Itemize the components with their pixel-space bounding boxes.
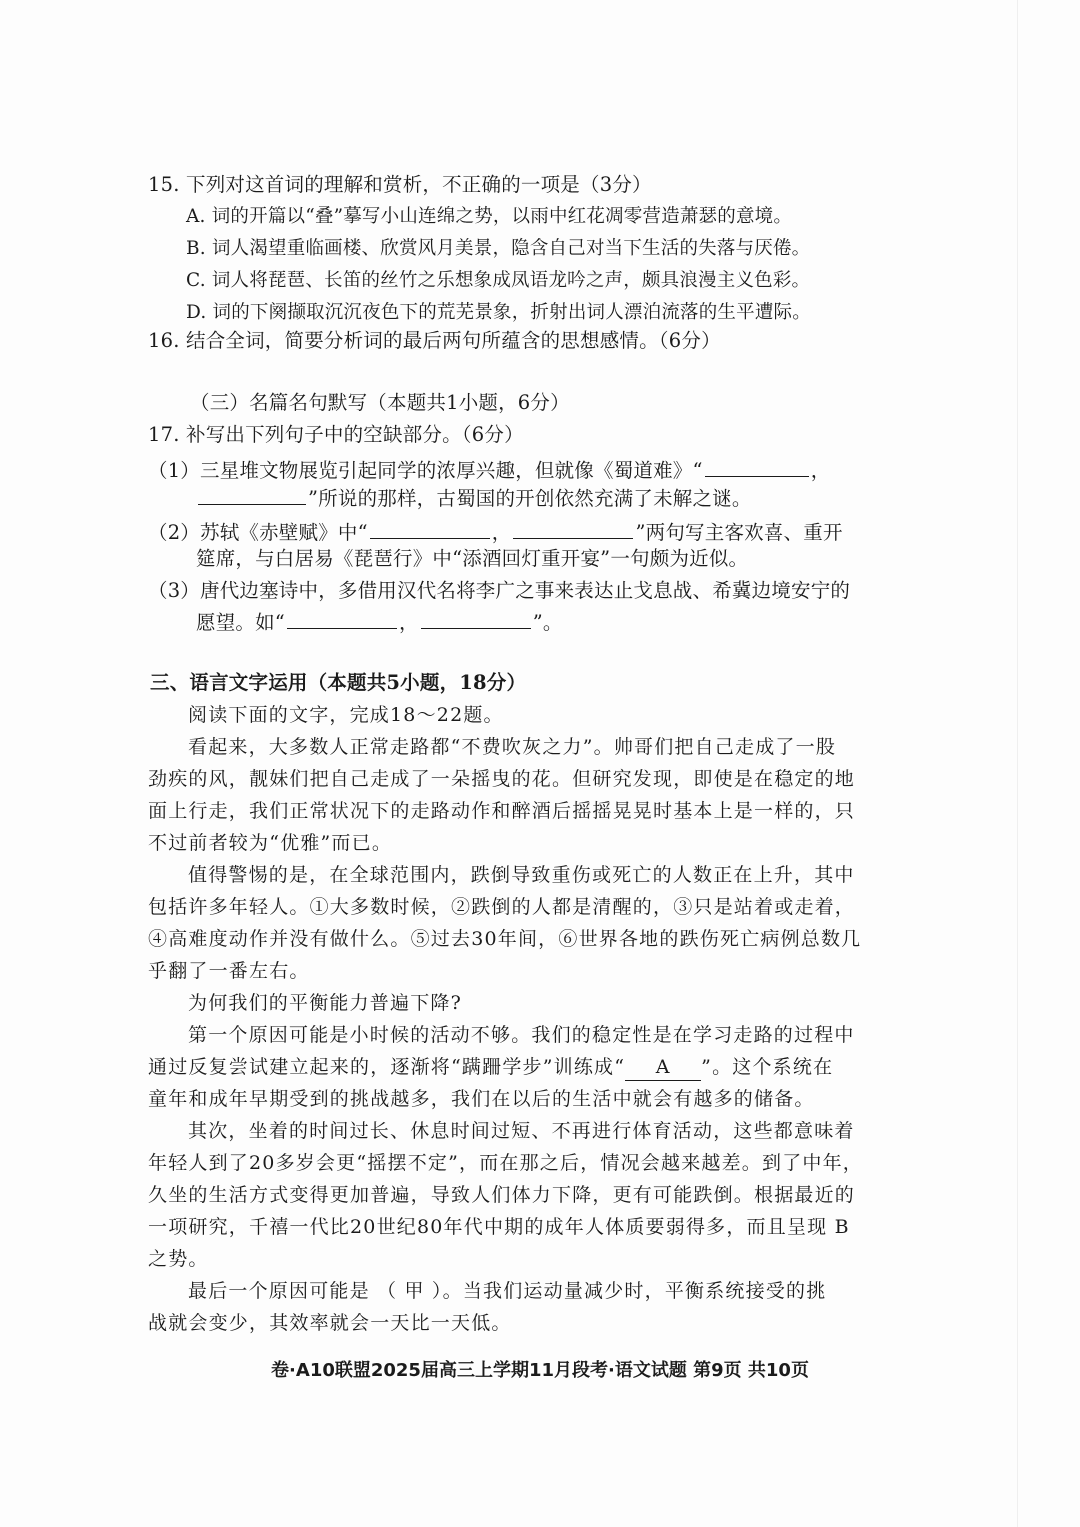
paragraph-4-line-2 — [148, 1054, 833, 1081]
paragraph-1-line-4: 不过前者较为“优雅”而已。 — [148, 832, 393, 854]
section-3-title: （三）名篇名句默写（本题共1小题，6分） — [190, 391, 570, 414]
paragraph-2-line-2: 包括许多年轻人。①大多数时候，②跌倒的人都是清醒的，③只是站着或走着， — [148, 896, 856, 918]
blank-1a[interactable] — [705, 456, 809, 477]
question-17-stem: 17. 补写出下列句子中的空缺部分。（6分） — [148, 423, 524, 446]
paragraph-2-line-3: ④高难度动作并没有做什么。⑤过去30年间，⑥世界各地的跌伤死亡病例总数几 — [148, 928, 862, 950]
question-15-stem: 15. 下列对这首词的理解和赏析，不正确的一项是（3分） — [148, 173, 652, 196]
blank-1b[interactable] — [198, 484, 306, 505]
question-17-item-3-cont — [196, 608, 563, 636]
paragraph-4-text-a: 通过反复尝试建立起来的，逐渐将“蹒跚学步”训练成“ — [148, 1056, 626, 1078]
item-2-text-c: ”两句写主客欢喜、重开 — [635, 521, 843, 544]
item-2-text-b: ， — [491, 521, 512, 544]
item-1-text-b: ， — [810, 459, 831, 482]
paragraph-1-line-1: 看起来，大多数人正常走路都“不费吹灰之力”。帅哥们把自己走成了一股 — [188, 736, 837, 758]
question-17-item-3: （3）唐代边塞诗中，多借用汉代名将李广之事来表达止戈息战、希冀边境安宁的 — [148, 579, 851, 602]
paragraph-4-text-b: ”。这个系统在 — [701, 1056, 834, 1078]
paragraph-5-line-5: 之势。 — [148, 1248, 209, 1270]
question-15-option-a: A. 词的开篇以“叠”摹写小山连绵之势，以雨中红花凋零营造萧瑟的意境。 — [186, 206, 793, 227]
page-edge — [1017, 0, 1018, 1527]
blank-2a[interactable] — [370, 518, 490, 539]
paragraph-6-line-1: 最后一个原因可能是 （ 甲 ）。当我们运动量减少时，平衡系统接受的挑 — [188, 1280, 827, 1302]
question-17-item-1 — [148, 456, 830, 484]
item-2-text-a: （2）苏轼《赤壁赋》中“ — [148, 521, 368, 544]
paragraph-5-line-4: 一项研究，千禧一代比20世纪80年代中期的成年人体质要弱得多，而且呈现 B — [148, 1216, 850, 1238]
part-3-heading: 三、语言文字运用（本题共5小题，18分） — [150, 671, 527, 694]
paragraph-1-line-2: 劲疾的风，靓妹们把自己走成了一朵摇曳的花。但研究发现，即使是在稳定的地 — [148, 768, 856, 790]
item-3-text-b: 愿望。如“ — [196, 611, 285, 634]
paragraph-1-line-3: 面上行走，我们正常状况下的走路动作和醉酒后摇摇晃晃时基本上是一样的，只 — [148, 800, 856, 822]
question-15-option-c: C. 词人将琵琶、长笛的丝竹之乐想象成凤语龙吟之声，颇具浪漫主义色彩。 — [186, 270, 811, 291]
question-17-item-2-cont: 筵席，与白居易《琵琶行》中“添酒回灯重开宴”一句颇为近似。 — [196, 547, 749, 570]
question-17-item-1-cont — [196, 484, 752, 512]
blank-3b[interactable] — [421, 608, 531, 629]
paragraph-5-line-3: 久坐的生活方式变得更加普遍，导致人们体力下降，更有可能跌倒。根据最近的 — [148, 1184, 856, 1206]
paragraph-2-line-4: 乎翻了一番左右。 — [148, 960, 310, 982]
paragraph-2-line-1: 值得警惕的是，在全球范围内，跌倒导致重伤或死亡的人数正在上升，其中 — [188, 864, 855, 886]
blank-a[interactable]: A — [625, 1054, 701, 1081]
page-footer: 卷·A10联盟2025届高三上学期11月段考·语文试题 第9页 共10页 — [271, 1360, 809, 1381]
question-15-option-b: B. 词人渴望重临画楼、欣赏风月美景，隐含自己对当下生活的失落与厌倦。 — [186, 238, 811, 259]
part-3-intro: 阅读下面的文字，完成18～22题。 — [188, 704, 504, 726]
paragraph-4-line-1: 第一个原因可能是小时候的活动不够。我们的稳定性是在学习走路的过程中 — [188, 1024, 855, 1046]
item-1-text-a: （1）三星堆文物展览引起同学的浓厚兴趣，但就像《蜀道难》“ — [148, 459, 703, 482]
blank-2b[interactable] — [513, 518, 633, 539]
item-3-text-c: ， — [398, 611, 419, 634]
paragraph-5-line-1: 其次，坐着的时间过长、休息时间过短、不再进行体育活动，这些都意味着 — [188, 1120, 855, 1142]
item-1-text-c: ”所说的那样，古蜀国的开创依然充满了未解之谜。 — [308, 487, 752, 510]
item-3-text-d: ”。 — [532, 611, 563, 634]
question-17-item-2 — [148, 518, 843, 546]
paragraph-3: 为何我们的平衡能力普遍下降? — [188, 992, 462, 1014]
question-16-stem: 16. 结合全词，简要分析词的最后两句所蕴含的思想感情。（6分） — [148, 329, 721, 352]
paragraph-4-line-3: 童年和成年早期受到的挑战越多，我们在以后的生活中就会有越多的储备。 — [148, 1088, 815, 1110]
blank-3a[interactable] — [287, 608, 397, 629]
question-15-option-d: D. 词的下阕撷取沉沉夜色下的荒芜景象，折射出词人漂泊流落的生平遭际。 — [186, 302, 811, 323]
paragraph-5-line-2: 年轻人到了20多岁会更“摇摆不定”，而在那之后，情况会越来越差。到了中年， — [148, 1152, 864, 1174]
paragraph-6-line-2: 战就会变少，其效率就会一天比一天低。 — [148, 1312, 512, 1334]
